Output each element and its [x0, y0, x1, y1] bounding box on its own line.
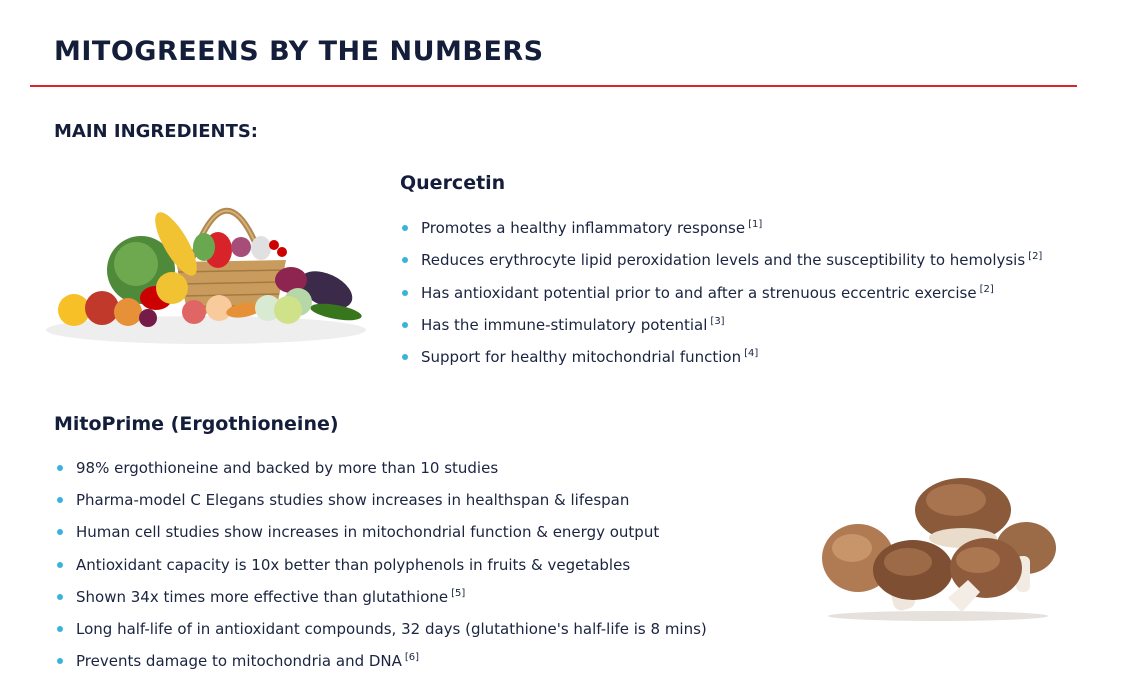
item-text: Prevents damage to mitochondria and DNA [76, 652, 402, 671]
bullet-icon [402, 354, 408, 360]
mushrooms-image [818, 470, 1058, 622]
item-text: Antioxidant capacity is 10x better than polyphenols in fruits & vegetables [76, 555, 631, 574]
list-item [400, 219, 1042, 251]
section-label: MAIN INGREDIENTS: [54, 121, 259, 142]
citation: [3] [710, 315, 725, 327]
bullet-icon [402, 225, 408, 231]
bullet-icon [57, 529, 63, 535]
list-item [55, 620, 707, 652]
item-text: Promotes a healthy inflammatory response [421, 219, 746, 237]
bullet-icon [57, 658, 63, 664]
list-item [400, 348, 1042, 380]
bullet-icon [402, 257, 408, 263]
bullet-icon [57, 497, 63, 503]
item-text: Human cell studies show increases in mitochondrial function & energy output [76, 523, 660, 542]
item-text: Long half-life of in antioxidant compounds, 32 days (glutathione's half-life is 8 mins) [76, 619, 707, 638]
bullet-icon [57, 562, 63, 568]
item-text: Shown 34x times more effective than glutathione [76, 587, 449, 606]
citation: [2] [979, 283, 994, 295]
vegetable-basket-image [36, 152, 370, 360]
list-item [400, 251, 1042, 283]
list-item [55, 556, 707, 588]
item-text: 98% ergothioneine and backed by more than 10 studies [76, 459, 499, 477]
citation: [6] [404, 652, 420, 664]
list-item [55, 652, 707, 683]
item-text: Support for healthy mitochondrial function [421, 348, 742, 367]
list-item [55, 491, 707, 523]
bullet-icon [57, 594, 63, 600]
item-text: Has antioxidant potential prior to and after a strenuous eccentric exercise [421, 283, 977, 302]
mitoprime-heading: MitoPrime (Ergothioneine) [54, 413, 339, 435]
list-item [55, 588, 707, 620]
bullet-icon [402, 322, 408, 328]
bullet-icon [57, 465, 63, 471]
quercetin-list [400, 219, 1042, 380]
bullet-icon [57, 626, 63, 632]
mitoprime-list [55, 459, 707, 683]
citation: [2] [1028, 251, 1043, 263]
title-divider [30, 85, 1077, 87]
list-item [400, 284, 1042, 316]
quercetin-heading: Quercetin [400, 172, 506, 194]
list-item [400, 316, 1042, 348]
citation: [5] [451, 587, 466, 599]
item-text: Pharma-model C Elegans studies show increases in healthspan & lifespan [76, 491, 630, 510]
citation: [4] [744, 348, 759, 360]
bullet-icon [402, 290, 408, 296]
item-text: Reduces erythrocyte lipid peroxidation levels and the susceptibility to hemolysis [421, 251, 1026, 270]
citation: [1] [748, 219, 763, 230]
list-item [55, 523, 707, 555]
item-text: Has the immune-stimulatory potential [421, 315, 708, 334]
list-item [55, 459, 707, 491]
page-title: MITOGREENS BY THE NUMBERS [54, 36, 544, 67]
